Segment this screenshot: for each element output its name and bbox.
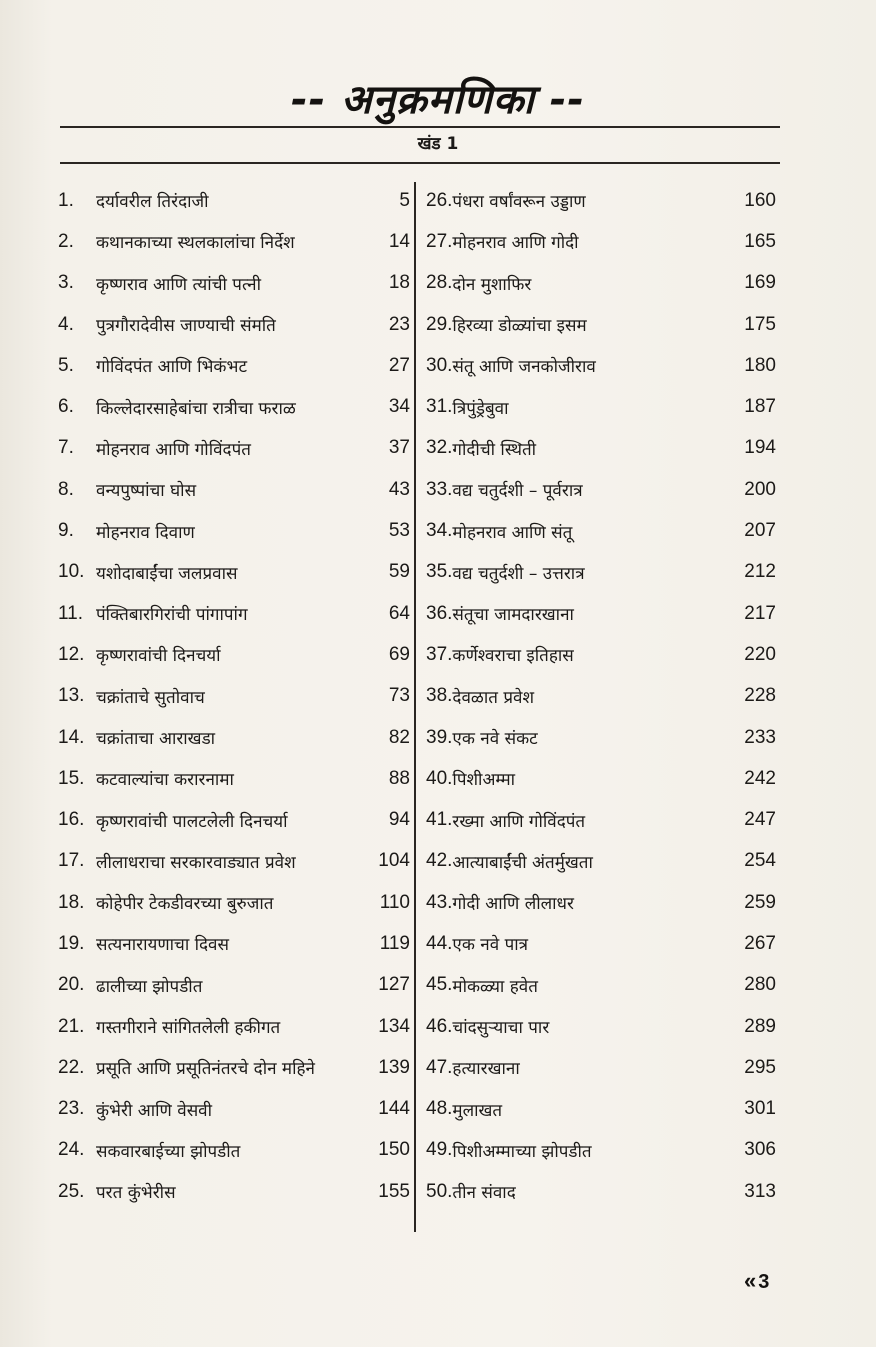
toc-entry bbox=[426, 717, 776, 758]
entry-title: सत्यनारायणाचा दिवस bbox=[96, 935, 230, 956]
toc-right-column bbox=[426, 180, 776, 1212]
entry-title: रख्मा आणि गोविंदपंत bbox=[452, 811, 586, 832]
entry-number: 8. bbox=[58, 478, 74, 500]
entry-number: 16. bbox=[58, 809, 85, 831]
toc-entry bbox=[426, 1130, 776, 1171]
entry-title: वन्यपुष्पांचा घोस bbox=[96, 481, 197, 502]
toc-entry bbox=[426, 345, 776, 386]
entry-page: 233 bbox=[744, 726, 776, 748]
entry-title: आत्याबाईंची अंतर्मुखता bbox=[452, 852, 593, 873]
entry-title: एक नवे पात्र bbox=[452, 935, 529, 956]
entry-page: 259 bbox=[744, 891, 776, 913]
entry-page: 242 bbox=[744, 767, 776, 789]
entry-number: 23. bbox=[58, 1098, 85, 1120]
toc-entry bbox=[426, 180, 776, 221]
entry-page: 280 bbox=[744, 974, 776, 996]
toc-entry bbox=[426, 965, 776, 1006]
entry-title: तीन संवाद bbox=[452, 1183, 516, 1204]
toc-entry bbox=[426, 758, 776, 799]
entry-number: 27. bbox=[426, 230, 453, 252]
entry-title: दर्यावरील तिरंदाजी bbox=[96, 192, 209, 213]
toc-entry bbox=[426, 593, 776, 634]
toc-entry bbox=[426, 469, 776, 510]
entry-number: 9. bbox=[58, 520, 74, 542]
entry-page: 165 bbox=[744, 230, 776, 252]
entry-title: मोहनराव आणि गोदी bbox=[452, 233, 579, 254]
toc-entry bbox=[426, 676, 776, 717]
entry-number: 38. bbox=[426, 685, 453, 707]
toc-entry bbox=[426, 882, 776, 923]
entry-page: 313 bbox=[744, 1180, 776, 1202]
toc-entry bbox=[58, 1130, 410, 1171]
section-heading: खंड 1 bbox=[417, 134, 459, 154]
toc-left-column bbox=[58, 180, 410, 1212]
left-double-angle-icon: « bbox=[744, 1268, 757, 1293]
page-title: -- अनुक्रमणिका -- bbox=[290, 77, 586, 123]
toc-entry bbox=[58, 634, 410, 675]
entry-title: मोकळ्या हवेत bbox=[452, 976, 538, 997]
entry-title: कृष्णरावांची दिनचर्या bbox=[96, 646, 221, 667]
entry-page: 14 bbox=[388, 230, 410, 252]
entry-page: 37 bbox=[388, 437, 410, 459]
entry-title: कृष्णराव आणि त्यांची पत्नी bbox=[96, 274, 262, 295]
entry-number: 37. bbox=[426, 643, 453, 665]
entry-page: 207 bbox=[744, 520, 776, 542]
toc-entry bbox=[58, 221, 410, 262]
entry-number: 42. bbox=[426, 850, 453, 872]
entry-page: 295 bbox=[744, 1056, 776, 1078]
entry-page: 82 bbox=[388, 726, 410, 748]
entry-title: परत कुंभेरीस bbox=[96, 1183, 176, 1204]
page-folio bbox=[744, 1268, 769, 1294]
toc-entry bbox=[426, 428, 776, 469]
toc-entry bbox=[58, 717, 410, 758]
entry-title: गोविंदपंत आणि भिकंभट bbox=[96, 357, 248, 378]
entry-number: 10. bbox=[58, 561, 85, 583]
toc-entry bbox=[58, 263, 410, 304]
toc-entry bbox=[58, 428, 410, 469]
entry-title: गोदी आणि लीलाधर bbox=[452, 894, 574, 915]
entry-title: चक्रांताचा आराखडा bbox=[96, 729, 216, 749]
toc-entry bbox=[426, 263, 776, 304]
toc-entry bbox=[58, 469, 410, 510]
toc-entry bbox=[58, 345, 410, 386]
toc-entry bbox=[426, 634, 776, 675]
entry-title: कथानकाच्या स्थलकालांचा निर्देश bbox=[96, 233, 295, 254]
entry-number: 32. bbox=[426, 437, 453, 459]
entry-number: 28. bbox=[426, 272, 453, 294]
toc-entry bbox=[58, 1047, 410, 1088]
entry-page: 150 bbox=[378, 1139, 410, 1161]
entry-page: 267 bbox=[744, 932, 776, 954]
toc-entry bbox=[58, 965, 410, 1006]
entry-number: 14. bbox=[58, 726, 85, 748]
entry-number: 20. bbox=[58, 974, 85, 996]
entry-title: सकवारबाईच्या झोपडीत bbox=[96, 1141, 241, 1162]
entry-page: 200 bbox=[744, 478, 776, 500]
entry-number: 39. bbox=[426, 726, 453, 748]
entry-number: 4. bbox=[58, 313, 74, 335]
entry-number: 13. bbox=[58, 685, 85, 707]
entry-page: 5 bbox=[399, 189, 410, 211]
entry-title: हत्यारखाना bbox=[452, 1059, 520, 1080]
entry-page: 110 bbox=[379, 891, 410, 913]
entry-page: 59 bbox=[388, 561, 410, 583]
entry-number: 31. bbox=[426, 396, 453, 418]
entry-page: 301 bbox=[744, 1098, 776, 1120]
toc-entry bbox=[58, 923, 410, 964]
entry-title: दोन मुशाफिर bbox=[452, 274, 532, 295]
entry-page: 247 bbox=[744, 809, 776, 831]
entry-title: गोदीची स्थिती bbox=[452, 439, 537, 460]
entry-title: मोहनराव आणि गोविंदपंत bbox=[96, 439, 251, 460]
entry-page: 212 bbox=[744, 561, 776, 583]
entry-page: 94 bbox=[388, 809, 410, 831]
entry-number: 34. bbox=[426, 520, 453, 542]
toc-entry bbox=[426, 1006, 776, 1047]
top-rule bbox=[60, 126, 780, 128]
entry-title: वद्य चतुर्दशी – पूर्वरात्र bbox=[452, 481, 583, 502]
entry-page: 187 bbox=[744, 396, 776, 418]
entry-page: 254 bbox=[744, 850, 776, 872]
toc-entry bbox=[426, 841, 776, 882]
toc-entry bbox=[426, 1047, 776, 1088]
entry-title: कर्णेश्वराचा इतिहास bbox=[452, 646, 574, 667]
entry-title: कटवाल्यांचा करारनामा bbox=[96, 770, 234, 791]
entry-title: हिरव्या डोळ्यांचा इसम bbox=[452, 316, 587, 337]
entry-page: 104 bbox=[378, 850, 410, 872]
entry-title: गस्तगीराने सांगितलेली हकीगत bbox=[96, 1018, 281, 1039]
page-number: 3 bbox=[758, 1271, 770, 1293]
entry-number: 15. bbox=[58, 767, 85, 789]
entry-page: 23 bbox=[388, 313, 410, 335]
entry-title: देवळात प्रवेश bbox=[452, 687, 535, 708]
entry-page: 175 bbox=[744, 313, 776, 335]
entry-page: 144 bbox=[378, 1098, 410, 1120]
entry-title: प्रसूति आणि प्रसूतिनंतरचे दोन महिने bbox=[96, 1059, 315, 1080]
entry-page: 43 bbox=[388, 478, 410, 500]
toc-entry bbox=[58, 593, 410, 634]
entry-number: 25. bbox=[58, 1180, 85, 1202]
entry-number: 3. bbox=[58, 272, 74, 294]
entry-title: पंक्तिबारगिरांची पांगापांग bbox=[96, 605, 248, 626]
entry-page: 69 bbox=[388, 643, 410, 665]
entry-title: चांदसुऱ्याचा पार bbox=[452, 1018, 550, 1039]
entry-title: कृष्णरावांची पालटलेली दिनचर्या bbox=[96, 811, 288, 832]
entry-number: 18. bbox=[58, 891, 85, 913]
entry-number: 1. bbox=[58, 189, 74, 211]
entry-number: 12. bbox=[58, 643, 85, 665]
entry-title: मोहनराव दिवाण bbox=[96, 522, 195, 543]
toc-entry bbox=[58, 758, 410, 799]
entry-page: 139 bbox=[378, 1056, 410, 1078]
entry-number: 5. bbox=[58, 354, 74, 376]
entry-number: 26. bbox=[426, 189, 453, 211]
toc-entry bbox=[58, 799, 410, 840]
entry-number: 30. bbox=[426, 354, 453, 376]
entry-page: 160 bbox=[744, 189, 776, 211]
toc-entry bbox=[426, 386, 776, 427]
entry-number: 41. bbox=[426, 809, 453, 831]
entry-page: 180 bbox=[744, 354, 776, 376]
entry-number: 43. bbox=[426, 891, 453, 913]
entry-page: 18 bbox=[388, 272, 410, 294]
entry-title: संतूचा जामदारखाना bbox=[452, 605, 574, 626]
entry-title: पिशीअम्मा bbox=[452, 770, 516, 791]
entry-title: यशोदाबाईंचा जलप्रवास bbox=[96, 563, 238, 584]
entry-page: 306 bbox=[744, 1139, 776, 1161]
entry-title: लीलाधराचा सरकारवाड्यात प्रवेश bbox=[96, 852, 296, 873]
entry-title: चक्रांताचे सुतोवाच bbox=[96, 687, 205, 708]
entry-page: 73 bbox=[388, 685, 410, 707]
entry-number: 47. bbox=[426, 1056, 453, 1078]
entry-page: 169 bbox=[744, 272, 776, 294]
entry-page: 134 bbox=[378, 1015, 410, 1037]
toc-entry bbox=[58, 1089, 410, 1130]
entry-title: कुंभेरी आणि वेसवी bbox=[96, 1100, 213, 1121]
entry-page: 194 bbox=[744, 437, 776, 459]
entry-number: 40. bbox=[426, 767, 453, 789]
entry-page: 217 bbox=[744, 602, 776, 624]
entry-page: 127 bbox=[378, 974, 410, 996]
column-divider bbox=[414, 182, 416, 1232]
entry-title: वद्य चतुर्दशी – उत्तरात्र bbox=[452, 563, 585, 584]
entry-number: 33. bbox=[426, 478, 453, 500]
toc-entry bbox=[58, 1006, 410, 1047]
toc-entry bbox=[426, 304, 776, 345]
entry-number: 45. bbox=[426, 974, 453, 996]
entry-page: 228 bbox=[744, 685, 776, 707]
entry-page: 27 bbox=[388, 354, 410, 376]
entry-number: 35. bbox=[426, 561, 453, 583]
entry-title: कोहेपीर टेकडीवरच्या बुरुजात bbox=[96, 894, 274, 915]
entry-page: 64 bbox=[388, 602, 410, 624]
entry-page: 53 bbox=[388, 520, 410, 542]
entry-number: 46. bbox=[426, 1015, 453, 1037]
toc-entry bbox=[58, 1171, 410, 1212]
entry-number: 50. bbox=[426, 1180, 453, 1202]
entry-title: मोहनराव आणि संतू bbox=[452, 522, 573, 543]
toc-entry bbox=[58, 180, 410, 221]
toc-entry bbox=[426, 1089, 776, 1130]
entry-title: पंधरा वर्षांवरून उड्डाण bbox=[452, 192, 586, 213]
entry-number: 44. bbox=[426, 932, 453, 954]
entry-number: 7. bbox=[58, 437, 74, 459]
toc-entry bbox=[426, 510, 776, 551]
entry-number: 17. bbox=[58, 850, 85, 872]
entry-number: 6. bbox=[58, 396, 74, 418]
entry-number: 24. bbox=[58, 1139, 85, 1161]
entry-title: मुलाखत bbox=[452, 1100, 503, 1121]
toc-entry bbox=[426, 923, 776, 964]
toc-entry bbox=[58, 386, 410, 427]
toc-entry bbox=[426, 552, 776, 593]
entry-number: 21. bbox=[58, 1015, 85, 1037]
entry-number: 22. bbox=[58, 1056, 85, 1078]
toc-entry bbox=[58, 552, 410, 593]
entry-page: 220 bbox=[744, 643, 776, 665]
toc-entry bbox=[58, 882, 410, 923]
entry-title: एक नवे संकट bbox=[452, 729, 538, 749]
entry-page: 119 bbox=[379, 932, 410, 954]
entry-number: 11. bbox=[58, 602, 84, 624]
toc-entry bbox=[426, 799, 776, 840]
entry-number: 2. bbox=[58, 230, 74, 252]
section-rule bbox=[60, 162, 780, 164]
toc-entry bbox=[426, 221, 776, 262]
entry-title: ढालीच्या झोपडीत bbox=[96, 976, 203, 997]
entry-number: 36. bbox=[426, 602, 453, 624]
entry-title: किल्लेदारसाहेबांचा रात्रीचा फराळ bbox=[96, 398, 296, 419]
entry-title: त्रिपुंड्रेबुवा bbox=[452, 398, 509, 419]
toc-entry bbox=[58, 304, 410, 345]
toc-entry bbox=[426, 1171, 776, 1212]
toc-entry bbox=[58, 841, 410, 882]
entry-number: 49. bbox=[426, 1139, 453, 1161]
entry-title: संतू आणि जनकोजीराव bbox=[452, 357, 596, 378]
entry-page: 34 bbox=[388, 396, 410, 418]
entry-page: 88 bbox=[388, 767, 410, 789]
toc-entry bbox=[58, 510, 410, 551]
entry-title: पिशीअम्माच्या झोपडीत bbox=[452, 1141, 592, 1162]
entry-number: 48. bbox=[426, 1098, 453, 1120]
entry-number: 19. bbox=[58, 932, 85, 954]
entry-number: 29. bbox=[426, 313, 453, 335]
entry-title: पुत्रगौरादेवीस जाण्याची संमति bbox=[96, 316, 276, 337]
entry-page: 289 bbox=[744, 1015, 776, 1037]
entry-page: 155 bbox=[378, 1180, 410, 1202]
toc-entry bbox=[58, 676, 410, 717]
